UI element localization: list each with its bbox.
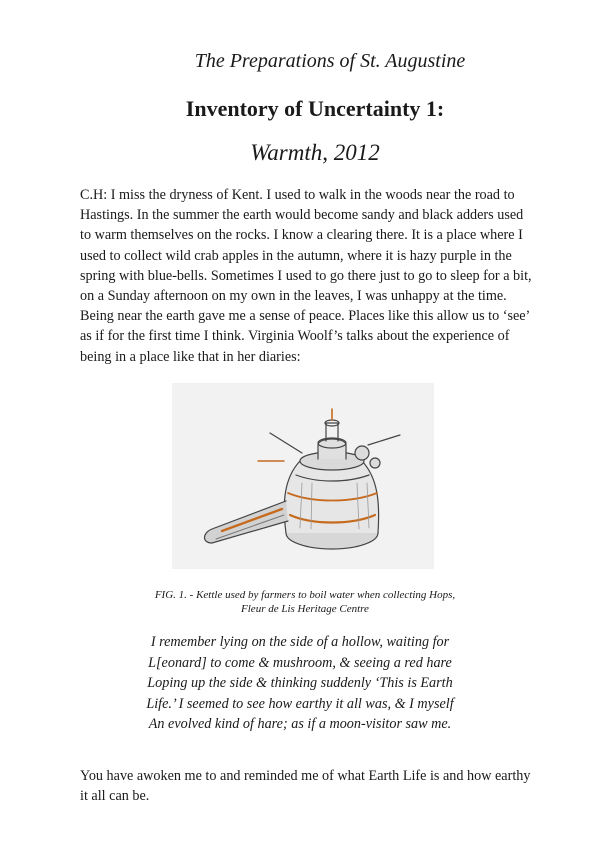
woolf-quotation	[100, 632, 500, 735]
figure-caption	[120, 588, 490, 616]
closing-paragraph: You have awoken me to and reminded me of what Earth Life is and how earthy it all can be.	[80, 768, 531, 805]
caption-line: FIG. 1. - Kettle used by farmers to boil water when collecting Hops,	[154, 589, 456, 601]
quote-line: Life.’ I seemed to see how earthy it all was, & I myself	[146, 695, 454, 712]
quote-line: I remember lying on the side of a hollow, waiting for	[150, 634, 450, 650]
quote-line: An evolved kind of hare; as if a moon-visitor saw me.	[148, 716, 452, 733]
caption-line: Fleur de Lis Heritage Centre	[241, 603, 369, 615]
series-title: The Preparations of St. Augustine	[194, 50, 466, 72]
kettle-drawing	[172, 383, 434, 569]
quote-line: Loping up the side & thinking suddenly ‘This is Earth	[147, 675, 453, 692]
quote-line: L[eonard] to come & mushroom, & seeing a red hare	[148, 654, 452, 671]
intro-paragraph: C.H: I miss the dryness of Kent. I used to walk in the woods near the road to Hastings. In the summer the earth would become sandy and black adders used to warm themselves on the rocks. I know a clearing there. It is a place where I used to collect wild crab apples in the autumn, where it is hazy purple in the spring with blue-bells. Sometimes I used to go there just to go to sleep for a bit, on a Sunday afternoon on my own in the leaves, I was unhappy at the time. Being near the earth gave me a sense of peace. Places like this allow us to ‘see’ as if for the first time I think. Virginia Woolf’s talks about the experience of being in a place like that in her diaries:	[80, 187, 532, 365]
page-title: Inventory of Uncertainty 1:	[185, 96, 445, 121]
page-subtitle: Warmth, 2012	[250, 140, 380, 165]
